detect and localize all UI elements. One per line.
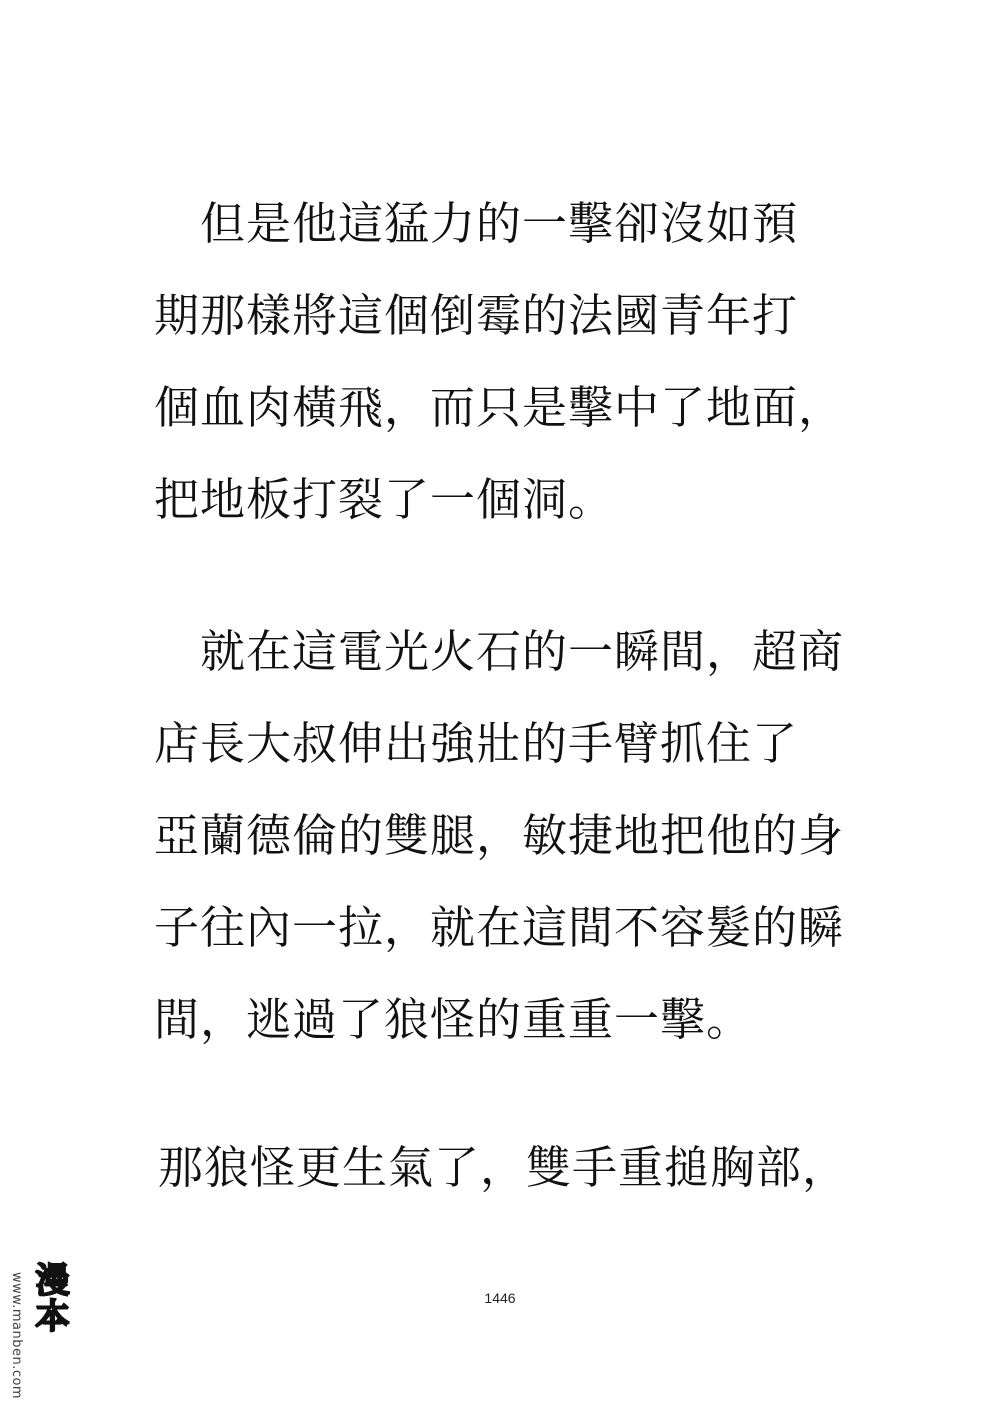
text-line: 把地板打裂了一個洞。 [154, 473, 615, 526]
watermark-logo: 漫本 [29, 1262, 69, 1334]
text-line: 就在這電光火石的一瞬間，超商 [200, 625, 845, 678]
text-line: 期那樣將這個倒霉的法國青年打 [154, 289, 799, 342]
text-line: 但是他這猛力的一擊卻沒如預 [200, 197, 799, 250]
text-line: 那狼怪更生氣了，雙手重搥胸部， [158, 1141, 849, 1194]
text-line: 子往內一拉，就在這間不容髮的瞬 [154, 901, 845, 954]
text-line: 亞蘭德倫的雙腿，敏捷地把他的身 [154, 809, 845, 862]
text-line: 店長大叔伸出強壯的手臂抓住了 [154, 717, 799, 770]
page-number: 1446 [484, 1290, 516, 1306]
watermark-url: www.manben.com [9, 1272, 24, 1400]
text-line: 個血肉橫飛，而只是擊中了地面， [154, 381, 845, 434]
text-line: 間，逃過了狼怪的重重一擊。 [154, 993, 753, 1046]
